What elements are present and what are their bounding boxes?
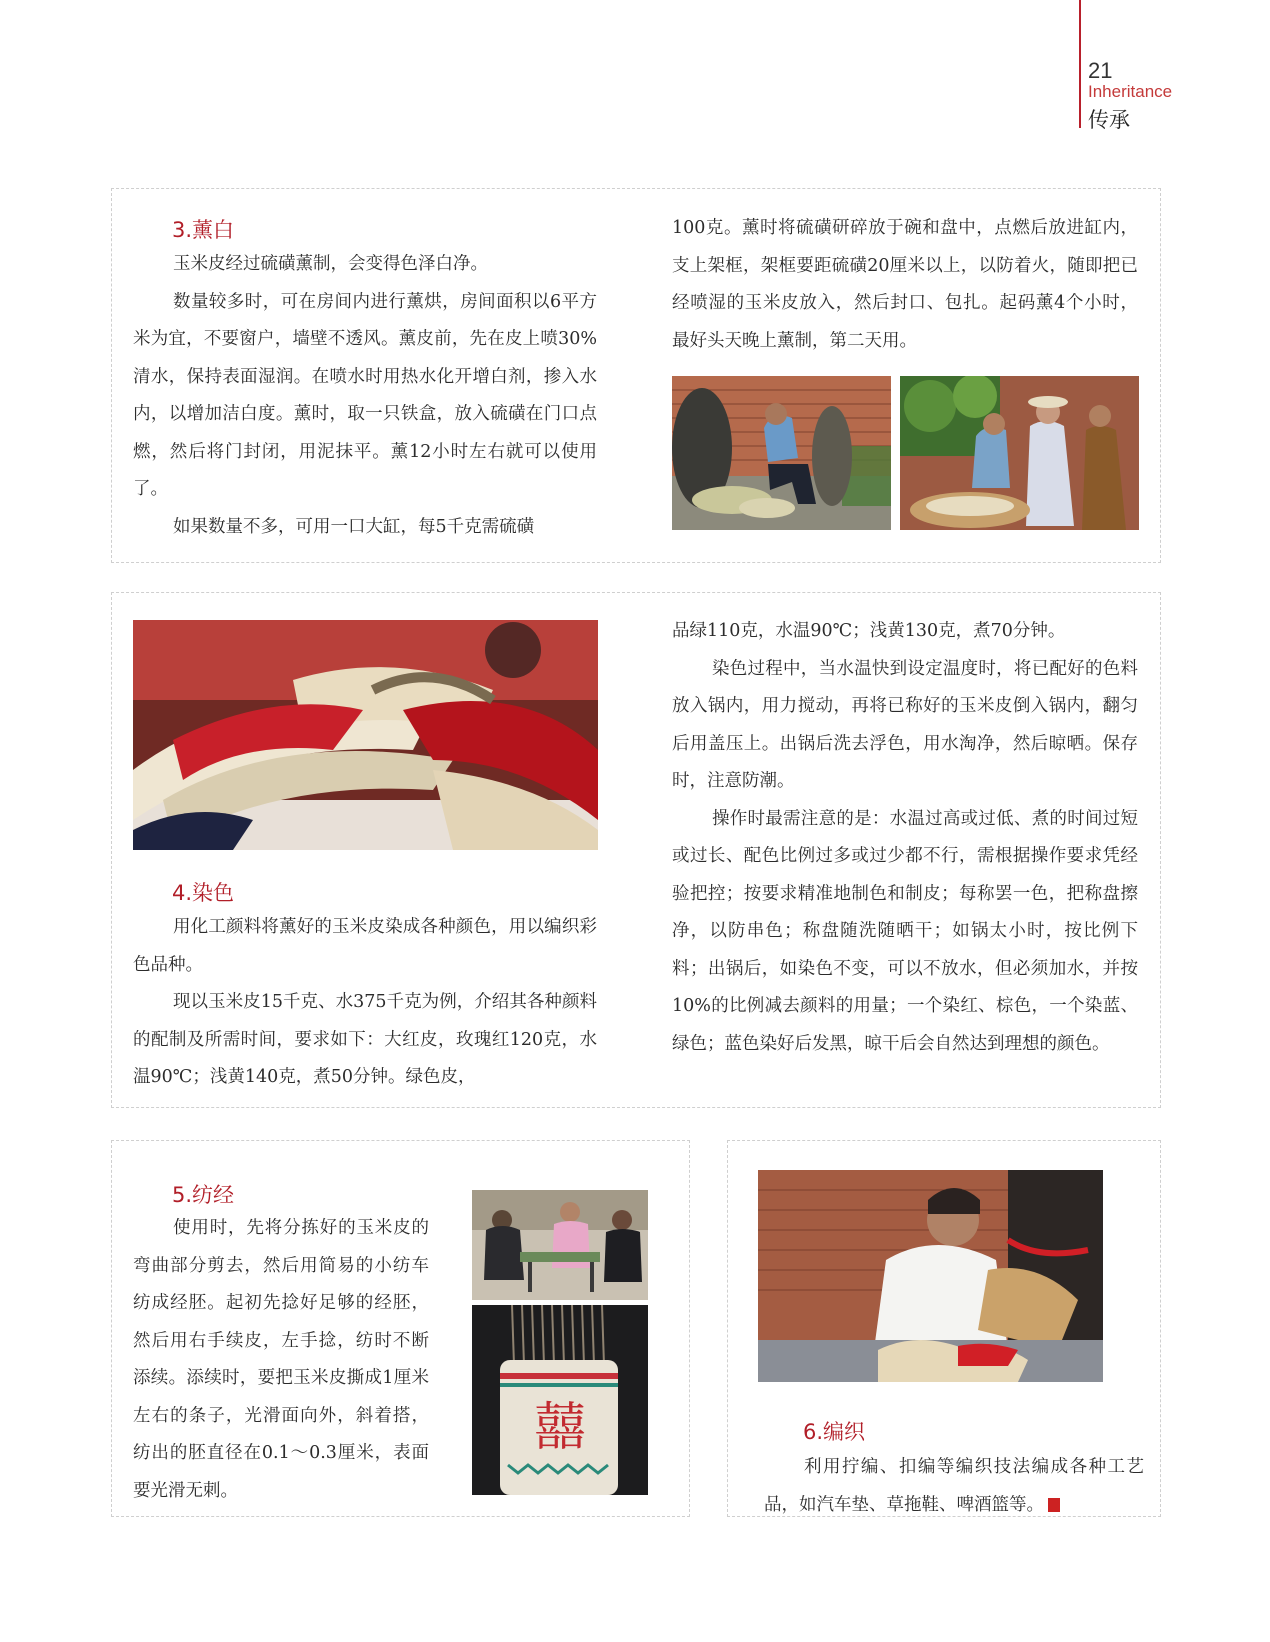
paragraph: 染色过程中，当水温快到设定温度时，将已配好的色料放入锅内，用力搅动，再将已称好的玉米皮倒入锅内，翻匀后用盖压上。出锅后洗去浮色，用水淘净，然后晾晒。保存时，注意防潮。 (672, 658, 1138, 791)
paragraph: 使用时，先将分拣好的玉米皮的弯曲部分剪去，然后用简易的小纺车纺成经胚。起初先捻好足够的经胚，然后用右手续皮，左手捻，纺时不断添续。添续时，要把玉米皮撕成1厘米左右的条子，光滑面向外，斜着搭，纺出的胚直径在0.1～0.3厘米，表面要光滑无刺。 (133, 1218, 429, 1501)
end-mark-icon: S (1048, 1498, 1060, 1512)
photo-visitors-smoking (900, 376, 1139, 530)
section-6-heading: 6.编织 (803, 1420, 866, 1444)
section-4-right-text (672, 613, 1138, 1063)
page-number: 21 (1088, 58, 1113, 83)
paragraph: 100克。薰时将硫磺研碎放于碗和盘中，点燃后放进缸内，支上架框，架框要距硫磺20厘米以上，以防着火，随即把已经喷湿的玉米皮放入，然后封口、包扎。起码薰4个小时，最好头天晚上薰制，第二天用。 (672, 218, 1138, 351)
paragraph: 操作时最需注意的是：水温过高或过低、煮的时间过短或过长、配色比例过多或过少都不行，需根据操作要求凭经验把控；按要求精准地制色和制皮；每称罢一色，把称盘擦净，以防串色；称盘随洗随晒干；如锅太小时，按比例下料；出锅后，如染色不变，可以不放水，但必须加水，并按10%的比例减去颜料的用量；一个染红、棕色，一个染蓝、绿色；蓝色染好后发黑，晾干后会自然达到理想的颜色。 (672, 808, 1138, 1054)
header-rule (1079, 0, 1081, 128)
section-3-left-text (133, 246, 597, 546)
paragraph (764, 1449, 1144, 1524)
photo-women-spinning (472, 1190, 648, 1300)
svg-text:囍: 囍 (533, 1398, 587, 1458)
section-4-left-text (133, 909, 597, 1097)
paragraph: 现以玉米皮15千克、水375千克为例，介绍其各种颜料的配制及所需时间，要求如下：大红皮，玫瑰红120克，水温90℃；浅黄140克，煮50分钟。绿色皮， (133, 992, 597, 1087)
section-3-right-text (672, 210, 1138, 360)
photo-woven-basket (472, 1305, 648, 1495)
section-label-en: Inheritance (1088, 82, 1173, 101)
paragraph: 数量较多时，可在房间内进行薰烘，房间面积以6平方米为宜，不要窗户，墙壁不透风。薰皮前，先在皮上喷30%清水，保持表面湿润。在喷水时用热水化开增白剂，掺入水内，以增加洁白度。薰时，取一只铁盒，放入硫磺在门口点燃，然后将门封闭，用泥抹平。薰12小时左右就可以使用了。 (133, 291, 597, 499)
section-3-heading: 3.薰白 (172, 218, 235, 242)
paragraph: 用化工颜料将薰好的玉米皮染成各种颜色，用以编织彩色品种。 (133, 917, 597, 975)
section-label-cn: 传承 (1088, 108, 1130, 132)
photo-dyed-husks (133, 620, 598, 850)
paragraph: 品绿110克，水温90℃；浅黄130克，煮70分钟。 (672, 621, 1066, 641)
paragraph-text: 利用拧编、扣编等编织技法编成各种工艺品，如汽车垫、草拖鞋、啤酒篮等。 (764, 1457, 1144, 1515)
section-4-heading: 4.染色 (172, 881, 235, 905)
photo-woman-weaving (758, 1170, 1103, 1382)
photo-smoking-urn (672, 376, 891, 530)
section-5-heading: 5.纺经 (172, 1183, 235, 1207)
paragraph: 如果数量不多，可用一口大缸，每5千克需硫磺 (173, 516, 535, 537)
section-6-text (764, 1449, 1144, 1524)
paragraph: 玉米皮经过硫磺薰制，会变得色泽白净。 (173, 254, 488, 274)
section-5-text (133, 1210, 429, 1510)
